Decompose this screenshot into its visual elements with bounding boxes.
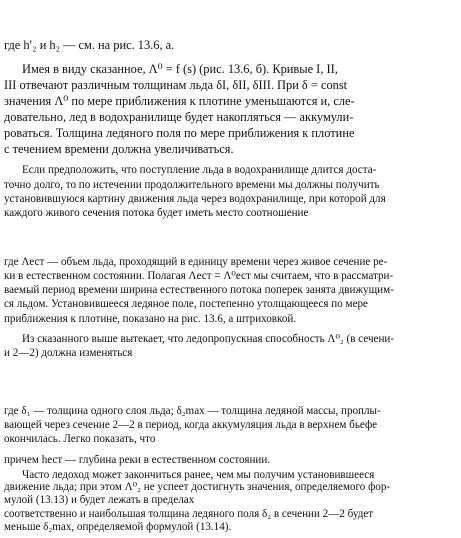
text-line: роваться. Толщина ледяного поля по мере приближения к плотине: [4, 125, 355, 140]
text-line: где h′₂ и h₂ — см. на рис. 13.6, а.: [4, 37, 175, 52]
text-line: значения Λ⁰ по мере приближения к плотине уменьшаются и, сле-: [4, 93, 355, 108]
text-line: ваемый период времени ширина естественного потока поперек занята движущим-: [4, 284, 394, 297]
text-line: соответственно и наибольшая толщина ледяного поля δ₂ в сечении 2—2 будет: [4, 507, 374, 520]
text-line: III отвечают различным толщинам льда δI, δII, δIII. При δ = const: [4, 77, 348, 92]
text-line: где Λест — объем льда, проходящий в единицу времени через живое сечение ре-: [4, 255, 388, 268]
text-line: установившуюся картину движения льда через водохранилище, при которой для: [4, 192, 386, 205]
text-line: с течением времени должна увеличиваться.: [4, 141, 234, 156]
text-line: вающей через сечение 2—2 в период, когда аккумуляция льда в верхнем бьефе: [4, 419, 378, 432]
text-line: ки в естественном состоянии. Полагая Λест = Λ⁰ест мы считаем, что в рассматри-: [4, 270, 394, 282]
text-line: где δ₁ — толщина одного слоя льда; δ₂max — толщина ледяной массы, проплы-: [4, 405, 381, 417]
text-line: движение льда; при этом Λ⁰₂ не успеет достигнуть значения, определяемого фор-: [4, 481, 391, 494]
text-line: приближения к плотине, показано на рис. 13.6, а штриховкой.: [4, 312, 297, 325]
text-line: довательно, лед в водохранилище будет накопляться — аккумули-: [4, 109, 354, 124]
text-line: Имея в виду сказанное, Λ⁰ = f (s) (рис. 13.6, б). Кривые I, II,: [22, 61, 338, 76]
text-line: Если предположить, что поступление льда в водохранилище длится доста-: [22, 164, 377, 177]
text-line: каждого живого сечения потока будет иметь место соотношение: [4, 206, 309, 219]
text-line: Из сказанного выше вытекает, что ледопропускная способность Λ⁰₂ (в сечени-: [22, 333, 395, 346]
text-line: Часто ледоход может закончиться ранее, чем мы получим установившееся: [22, 469, 375, 482]
text-line: окончилась. Легко показать, что: [4, 433, 156, 446]
text-line: мулой (13.13) и будет лежать в пределах: [4, 493, 195, 506]
text-line: причем hест — глубина реки в естественном состоянии.: [4, 454, 271, 466]
text-line: ся льдом. Установившееся ледяное поле, постепенно утолщающееся по мере: [4, 298, 368, 311]
text-line: точно долго, то по истечении продолжительного времени мы должны получить: [4, 178, 380, 191]
text-line: меньше δ₂max, определяемой формулой (13.14).: [4, 521, 232, 533]
text-line: и 2—2) должна изменяться: [4, 347, 133, 360]
